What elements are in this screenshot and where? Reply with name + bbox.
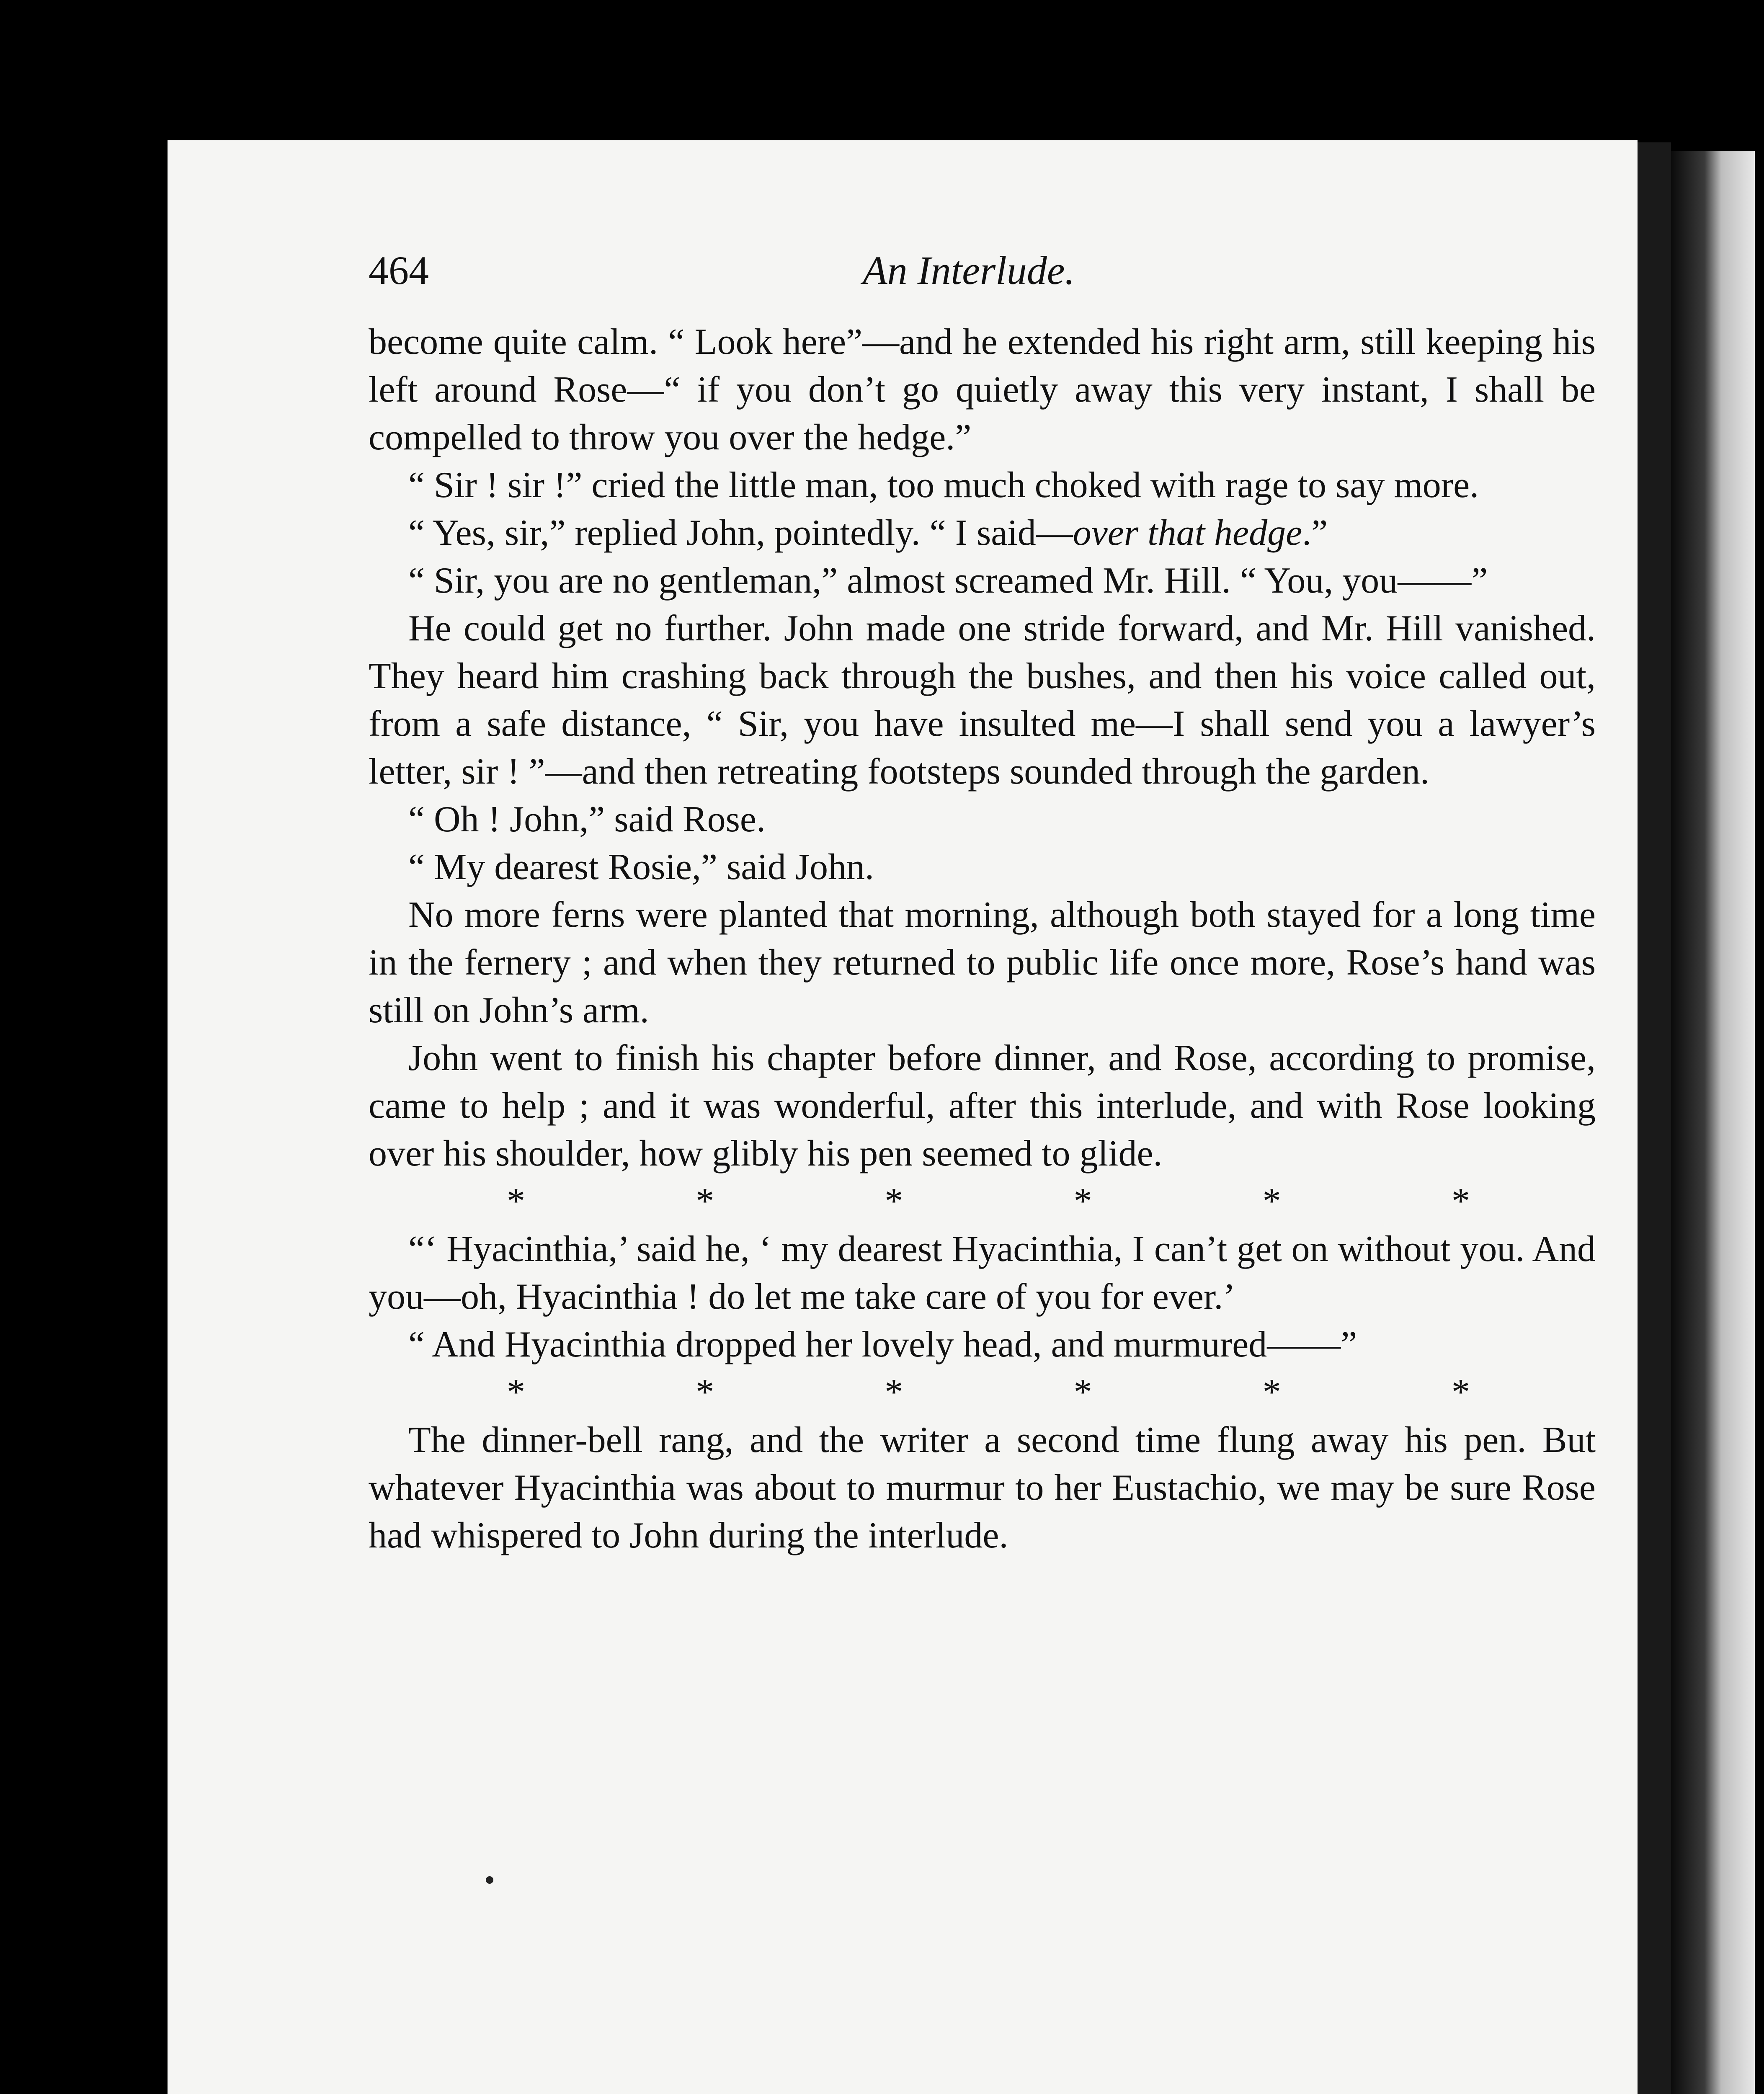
- star: *: [885, 1181, 903, 1222]
- star: *: [507, 1181, 525, 1222]
- paragraph: No more ferns were planted that morning, although both stayed for a long time in the fernery ; and when they returned to public life once more, Rose’s hand was still on John’s arm.: [369, 895, 1596, 1031]
- ink-speck: [486, 1876, 493, 1884]
- star: *: [1262, 1181, 1281, 1222]
- paragraph: “ And Hyacinthia dropped her lovely head, and murmured——”: [408, 1324, 1357, 1365]
- page-number: 464: [369, 248, 429, 293]
- page-header: [369, 247, 1591, 306]
- paragraph: “ Sir ! sir !” cried the little man, too much choked with rage to say more.: [408, 465, 1479, 505]
- paragraph: become quite calm. “ Look here”—and he extended his right arm, still keeping his left around Rose—“ if you don’t go quietly away this very instant, I shall be compelled to throw you over the hedge.”: [369, 322, 1596, 458]
- paragraph: John went to finish his chapter before dinner, and Rose, according to promise, came to help ; and it was wonderful, after this interlude, and with Rose looking over his shoulder, how glibly his pen seemed to glide.: [369, 1038, 1596, 1174]
- star: *: [1451, 1372, 1470, 1413]
- section-break: [369, 1178, 1596, 1225]
- page-body: [369, 318, 1596, 1560]
- running-head: An Interlude.: [863, 248, 1075, 293]
- star: *: [1451, 1181, 1470, 1222]
- star: *: [885, 1372, 903, 1413]
- star: *: [696, 1372, 714, 1413]
- paragraph: “ My dearest Rosie,” said John.: [408, 847, 874, 887]
- star: *: [696, 1181, 714, 1222]
- paragraph: “ Sir, you are no gentleman,” almost screamed Mr. Hill. “ You, you——”: [408, 560, 1488, 601]
- star: *: [1073, 1372, 1092, 1413]
- paragraph: “ Oh ! John,” said Rose.: [408, 799, 766, 840]
- paragraph: “‘ Hyacinthia,’ said he, ‘ my dearest Hyacinthia, I can’t get on without you. And you—oh, Hyacinthia ! do let me take care of you for ever.’: [369, 1229, 1596, 1317]
- star: *: [1262, 1372, 1281, 1413]
- star: *: [1073, 1181, 1092, 1222]
- section-break: [369, 1369, 1596, 1416]
- adjacent-page-edge: [1671, 151, 1755, 2094]
- star: *: [507, 1372, 525, 1413]
- page-shadow: [1638, 142, 1671, 2094]
- paragraph: The dinner-bell rang, and the writer a second time flung away his pen. But whatever Hyacinthia was about to murmur to her Eustachio, we may be sure Rose had whispered to John during the interlude.: [369, 1420, 1596, 1556]
- paragraph: He could get no further. John made one stride forward, and Mr. Hill vanished. They heard him crashing back through the bushes, and then his voice called out, from a safe distance, “ Sir, you have insulted me—I shall send you a lawyer’s letter, sir ! ”—and then retreating footsteps sounded through the garden.: [369, 608, 1596, 792]
- paragraph: “ Yes, sir,” replied John, pointedly. “ I said—over that hedge.”: [408, 513, 1328, 553]
